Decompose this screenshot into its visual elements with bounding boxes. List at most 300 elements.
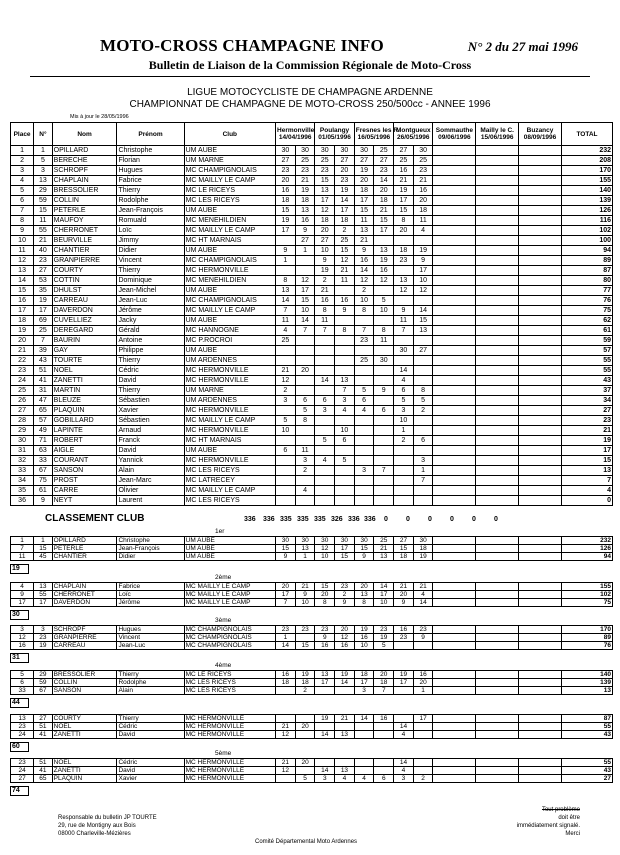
event-name: Sommauthe [435,127,473,134]
empty-event-cell [519,266,562,276]
score-cell: 18 [276,679,296,687]
total-cell: 17 [561,446,612,456]
empty-event-cell [476,416,519,426]
table-row [11,456,613,466]
score-cell: 9 [276,553,296,561]
empty-event-cell [476,599,519,607]
prenom-cell: Yannick [117,456,184,466]
score-cell: 20 [315,591,335,599]
score-cell: 13 [335,767,355,775]
total-cell: 94 [561,246,612,256]
place-cell: 23 [11,723,34,731]
number-cell: 19 [34,296,53,306]
prenom-cell: Gérald [117,326,184,336]
score-cell [315,723,335,731]
score-cell [276,715,296,723]
club-total-value: 335 [314,516,326,523]
nom-cell: GAY [52,346,117,356]
empty-event-cell [519,679,562,687]
score-cell [315,476,335,486]
place-cell: 10 [11,236,34,246]
number-cell: 47 [34,396,53,406]
score-cell: 21 [276,759,296,767]
score-cell: 3 [394,406,414,416]
place-cell: 12 [11,256,34,266]
prenom-cell: Philippe [117,346,184,356]
empty-event-cell [519,166,562,176]
empty-event-cell [476,767,519,775]
empty-event-cell [519,246,562,256]
number-cell: 61 [34,486,53,496]
total-cell: 100 [561,236,612,246]
score-cell [413,236,433,246]
score-cell: 9 [295,226,315,236]
empty-event-cell [519,599,562,607]
score-cell: 30 [295,537,315,545]
score-cell [394,236,414,246]
footer-line: 08000 Charleville-Mézières [58,831,131,837]
score-cell [354,759,374,767]
prenom-cell: Sébastien [117,396,184,406]
empty-event-cell [519,456,562,466]
score-cell: 12 [295,276,315,286]
score-cell: 8 [315,306,335,316]
total-cell: 4 [561,486,612,496]
score-cell: 15 [394,206,414,216]
total-cell: 34 [561,396,612,406]
place-cell: 6 [11,196,34,206]
table-row [11,286,613,296]
table-row [11,366,613,376]
score-cell [413,376,433,386]
col-event-6 [476,123,519,146]
score-cell [374,496,394,506]
number-cell: 75 [34,476,53,486]
score-cell [295,476,315,486]
score-cell [335,336,355,346]
score-cell: 10 [315,246,335,256]
number-cell: 11 [34,216,53,226]
number-cell: 41 [34,767,53,775]
table-row [11,346,613,356]
empty-event-cell [519,583,562,591]
score-cell: 14 [394,366,414,376]
score-cell: 11 [335,276,355,286]
score-cell: 21 [335,266,355,276]
score-cell [315,386,335,396]
score-cell [354,446,374,456]
score-cell: 3 [315,406,335,416]
empty-event-cell [519,537,562,545]
score-cell: 18 [354,671,374,679]
table-row [11,216,613,226]
prenom-cell: Thierry [117,386,184,396]
score-cell [413,296,433,306]
empty-event-cell [519,626,562,634]
score-cell: 16 [276,671,296,679]
prenom-cell: Christophe [117,537,184,545]
number-cell: 15 [34,545,53,553]
empty-event-cell [433,246,476,256]
club-total-value: 0 [384,516,388,523]
score-cell: 18 [295,196,315,206]
score-cell: 11 [295,446,315,456]
table-row [11,356,613,366]
place-cell: 24 [11,731,34,739]
total-cell: 87 [561,266,612,276]
nom-cell: SCHROPF [52,166,117,176]
score-cell [394,486,414,496]
score-cell: 1 [394,426,414,436]
place-cell: 34 [11,476,34,486]
table-row [11,731,613,739]
empty-event-cell [433,226,476,236]
nom-cell: ZANETTI [52,731,117,739]
total-cell: 27 [561,775,612,783]
score-cell: 5 [374,296,394,306]
club-cell: MC LE RICEYS [184,186,275,196]
score-cell: 15 [335,246,355,256]
score-cell [394,476,414,486]
prenom-cell: Thierry [117,186,184,196]
header-row [11,123,613,146]
prenom-cell: Loïc [117,226,184,236]
score-cell: 23 [295,626,315,634]
footer-committee: Comité Départemental Moto Ardennes [255,839,358,845]
place-cell: 11 [11,553,34,561]
nom-cell: DAVERDON [52,599,117,607]
score-cell: 25 [335,236,355,246]
score-cell: 2 [295,687,315,695]
score-cell: 4 [394,731,414,739]
empty-event-cell [476,775,519,783]
score-cell: 5 [394,396,414,406]
score-cell: 5 [276,416,296,426]
score-cell: 21 [276,723,296,731]
score-cell: 2 [335,591,355,599]
club-cell: MC MAILLY LE CAMP [184,486,275,496]
score-cell: 12 [413,286,433,296]
score-cell: 16 [315,296,335,306]
score-cell: 16 [295,216,315,226]
total-cell: 55 [561,723,612,731]
prenom-cell: Thierry [117,671,184,679]
score-cell: 10 [374,599,394,607]
table-row [11,687,613,695]
event-name: Fresnes les R. [355,127,400,134]
nom-cell: BLEUZE [52,396,117,406]
place-cell: 11 [11,246,34,256]
score-cell: 18 [374,196,394,206]
score-cell: 16 [335,642,355,650]
nom-cell: CUVELLIEZ [52,316,117,326]
nom-cell: OPILLARD [52,537,117,545]
empty-event-cell [433,456,476,466]
club-cell: MC MAILLY LE CAMP [184,306,275,316]
score-cell: 5 [413,396,433,406]
nom-cell: SCHROPF [52,626,117,634]
empty-event-cell [433,356,476,366]
prenom-cell: Jérôme [117,599,184,607]
score-cell: 14 [413,599,433,607]
score-cell: 21 [394,583,414,591]
score-cell: 23 [374,626,394,634]
score-cell [315,346,335,356]
empty-event-cell [433,166,476,176]
empty-event-cell [433,316,476,326]
prenom-cell: Romuald [117,216,184,226]
table-row [11,196,613,206]
table-row [11,246,613,256]
empty-event-cell [476,346,519,356]
score-cell: 5 [374,642,394,650]
score-cell: 25 [315,156,335,166]
club-cell: MC LATRECEY [184,476,275,486]
header-divider [30,76,590,77]
prenom-cell: Cédric [117,366,184,376]
footer-line: 29, rue de Montigny aux Bois [58,823,136,829]
score-cell: 13 [315,186,335,196]
col-nom: Nom [52,123,117,146]
score-cell: 9 [315,256,335,266]
empty-event-cell [519,406,562,416]
nom-cell: COTTIN [52,276,117,286]
club-cell: UM AUBE [184,246,275,256]
score-cell [374,759,394,767]
score-cell: 15 [295,296,315,306]
number-cell: 40 [34,246,53,256]
prenom-cell: Didier [117,246,184,256]
empty-event-cell [519,545,562,553]
empty-event-cell [476,386,519,396]
col-prenom: Prénom [117,123,184,146]
score-cell: 7 [374,466,394,476]
empty-event-cell [433,715,476,723]
prenom-cell: Cédric [117,723,184,731]
score-cell: 3 [354,687,374,695]
score-cell: 3 [394,775,414,783]
score-cell: 17 [276,591,296,599]
empty-event-cell [476,166,519,176]
score-cell: 2 [335,226,355,236]
nom-cell: BEURVILLE [52,236,117,246]
score-cell: 4 [295,486,315,496]
empty-event-cell [433,626,476,634]
score-cell [354,436,374,446]
score-cell: 19 [413,246,433,256]
score-cell [413,366,433,376]
club-group-table [10,714,613,739]
empty-event-cell [519,642,562,650]
prenom-cell: Antoine [117,336,184,346]
score-cell: 20 [413,679,433,687]
score-cell: 8 [374,326,394,336]
score-cell [374,396,394,406]
empty-event-cell [519,296,562,306]
table-row [11,206,613,216]
score-cell [315,356,335,366]
score-cell [315,366,335,376]
score-cell: 19 [315,266,335,276]
club-cell: MC HT MARNAIS [184,436,275,446]
place-cell: 14 [11,276,34,286]
table-row [11,466,613,476]
club-cell: UM AUBE [184,206,275,216]
score-cell [276,496,296,506]
nom-cell: GRANPIERRE [52,256,117,266]
score-cell: 30 [413,537,433,545]
score-cell: 9 [394,599,414,607]
club-total-value: 336 [348,516,360,523]
number-cell: 41 [34,731,53,739]
score-cell: 30 [354,537,374,545]
score-cell: 23 [315,166,335,176]
score-cell: 27 [315,236,335,246]
score-cell: 7 [394,326,414,336]
score-cell [413,496,433,506]
score-cell: 25 [374,537,394,545]
place-cell: 17 [11,599,34,607]
score-cell [315,426,335,436]
score-cell [295,496,315,506]
score-cell: 12 [354,276,374,286]
score-cell: 4 [354,775,374,783]
score-cell: 20 [335,166,355,176]
score-cell: 12 [276,731,296,739]
nom-cell: BRESSOLIER [52,671,117,679]
table-row [11,775,613,783]
score-cell: 18 [394,246,414,256]
place-cell: 18 [11,316,34,326]
empty-event-cell [519,767,562,775]
club-cell: MC HERMONVILLE [184,456,275,466]
score-cell: 7 [335,386,355,396]
score-cell: 16 [354,634,374,642]
score-cell: 1 [413,466,433,476]
event-date: 01/05/1996 [318,134,351,141]
club-cell: MC HERMONVILLE [184,723,275,731]
empty-event-cell [519,466,562,476]
nom-cell: COLLIN [52,196,117,206]
empty-event-cell [476,406,519,416]
nom-cell: DEREGARD [52,326,117,336]
score-cell: 25 [374,146,394,156]
score-cell: 8 [295,416,315,426]
score-cell: 6 [335,436,355,446]
number-cell: 23 [34,256,53,266]
club-cell: MC HERMONVILLE [184,266,275,276]
empty-event-cell [433,634,476,642]
score-cell: 18 [276,196,296,206]
score-cell [335,486,355,496]
score-cell: 3 [295,456,315,466]
empty-event-cell [519,731,562,739]
empty-event-cell [476,266,519,276]
prenom-cell: Christophe [117,146,184,156]
group-rank-label: 5ème [215,750,232,757]
number-cell: 15 [34,206,53,216]
score-cell [374,486,394,496]
empty-event-cell [433,759,476,767]
empty-event-cell [433,206,476,216]
score-cell: 4 [335,775,355,783]
score-cell: 7 [276,306,296,316]
score-cell: 2 [354,286,374,296]
score-cell: 30 [295,146,315,156]
club-total-value: 336 [263,516,275,523]
score-cell: 2 [413,775,433,783]
empty-event-cell [476,356,519,366]
score-cell: 18 [335,216,355,226]
number-cell: 55 [34,226,53,236]
empty-event-cell [433,767,476,775]
number-cell: 1 [34,146,53,156]
club-cell: MC LES RICEYS [184,466,275,476]
nom-cell: ZANETTI [52,767,117,775]
score-cell: 10 [315,553,335,561]
score-cell: 9 [335,599,355,607]
place-cell: 32 [11,456,34,466]
club-cell: MC CHAMPIGNOLAIS [184,166,275,176]
score-cell: 8 [354,599,374,607]
score-cell: 13 [276,286,296,296]
score-cell [276,456,296,466]
score-cell: 23 [276,626,296,634]
score-cell [374,316,394,326]
prenom-cell: Jean-François [117,545,184,553]
club-cell: MC LES RICEYS [184,687,275,695]
score-cell: 8 [276,276,296,286]
empty-event-cell [476,537,519,545]
club-group-table [10,758,613,783]
score-cell: 4 [394,376,414,386]
total-cell: 59 [561,336,612,346]
table-row [11,336,613,346]
table-row [11,599,613,607]
score-cell [374,731,394,739]
score-cell: 4 [413,226,433,236]
col-event-1 [276,123,315,146]
prenom-cell: David [117,446,184,456]
total-cell: 102 [561,591,612,599]
score-cell [315,466,335,476]
club-cell: MC HERMONVILLE [184,775,275,783]
empty-event-cell [433,216,476,226]
empty-event-cell [519,715,562,723]
empty-event-cell [476,276,519,286]
score-cell: 30 [276,537,296,545]
score-cell [374,416,394,426]
score-cell [394,356,414,366]
empty-event-cell [433,446,476,456]
score-cell: 23 [394,256,414,266]
score-cell: 13 [335,731,355,739]
empty-event-cell [433,731,476,739]
number-cell: 35 [34,286,53,296]
score-cell: 11 [374,336,394,346]
score-cell: 15 [374,216,394,226]
group-rank-label: 4ème [215,662,232,669]
score-cell: 10 [394,416,414,426]
score-cell [276,346,296,356]
score-cell: 8 [413,386,433,396]
total-cell: 7 [561,476,612,486]
score-cell: 14 [276,642,296,650]
score-cell [276,466,296,476]
empty-event-cell [519,775,562,783]
place-cell: 9 [11,591,34,599]
score-cell: 15 [335,553,355,561]
